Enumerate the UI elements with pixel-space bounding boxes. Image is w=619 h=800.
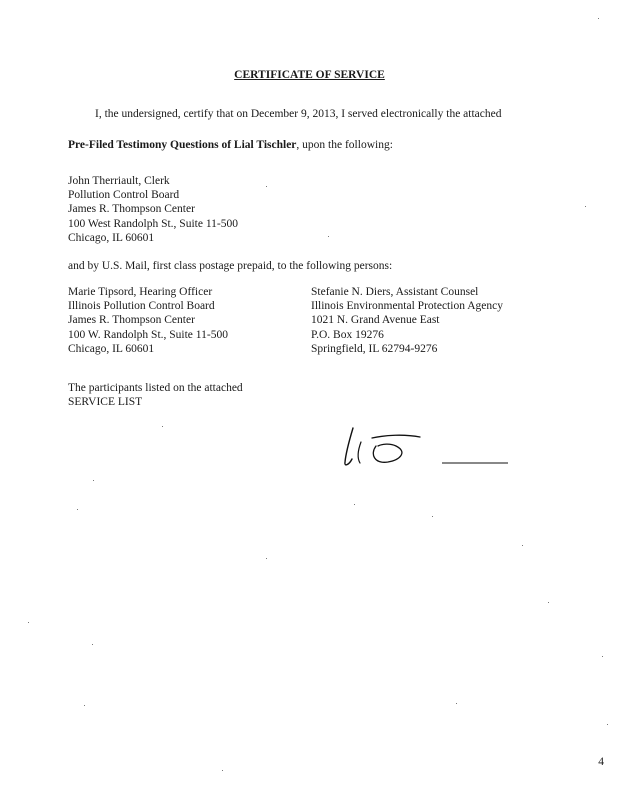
hearing-officer-street: 100 W. Randolph St., Suite 11-500 <box>68 328 228 341</box>
scan-speck <box>162 426 163 427</box>
hearing-officer-organization: Illinois Pollution Control Board <box>68 300 215 313</box>
scan-speck <box>328 236 329 237</box>
certification-statement: I, the undersigned, certify that on December 9, 2013, I served electronically the attached <box>95 108 502 120</box>
hearing-officer-building: James R. Thompson Center <box>68 314 195 327</box>
clerk-organization: Pollution Control Board <box>68 189 180 202</box>
served-document-line <box>68 138 393 152</box>
scan-speck <box>93 480 94 481</box>
counsel-organization: Illinois Environmental Protection Agency <box>311 300 503 313</box>
scan-speck <box>354 504 355 505</box>
participants-line-1: The participants listed on the attached <box>68 382 243 394</box>
scan-speck <box>585 206 586 207</box>
scan-speck <box>266 186 267 187</box>
scan-speck <box>602 656 603 657</box>
scan-speck <box>432 516 433 517</box>
scan-speck <box>607 724 608 725</box>
scan-speck <box>266 558 267 559</box>
page-number: 4 <box>598 756 604 768</box>
counsel-po-box: P.O. Box 19276 <box>311 328 384 341</box>
signature-mark <box>336 422 512 470</box>
scan-speck <box>77 509 78 510</box>
hearing-officer-name: Marie Tipsord, Hearing Officer <box>68 286 213 298</box>
served-document-title: Pre-Filed Testimony Questions of Lial Tischler <box>68 139 297 151</box>
scan-speck <box>84 705 85 706</box>
mail-service-statement: and by U.S. Mail, first class postage prepaid, to the following persons: <box>68 260 393 272</box>
served-document-suffix: , upon the following: <box>296 139 393 151</box>
scan-speck <box>522 545 523 546</box>
scan-speck <box>28 622 29 623</box>
hearing-officer-address-block <box>68 285 228 356</box>
clerk-city: Chicago, IL 60601 <box>68 231 155 244</box>
scan-speck <box>222 770 223 771</box>
counsel-address-block <box>311 285 503 356</box>
counsel-street: 1021 N. Grand Avenue East <box>311 314 440 327</box>
certificate-title: CERTIFICATE OF SERVICE <box>234 69 385 81</box>
scan-speck <box>456 703 457 704</box>
scan-speck <box>548 602 549 603</box>
scan-speck <box>598 18 599 19</box>
clerk-street: 100 West Randolph St., Suite 11-500 <box>68 217 238 230</box>
clerk-name: John Therriault, Clerk <box>68 175 170 187</box>
clerk-building: James R. Thompson Center <box>68 203 195 216</box>
clerk-address-block <box>68 174 238 245</box>
participants-note <box>68 381 243 409</box>
hearing-officer-city: Chicago, IL 60601 <box>68 342 155 355</box>
scan-speck <box>92 644 93 645</box>
counsel-name: Stefanie N. Diers, Assistant Counsel <box>311 286 479 298</box>
participants-line-2: SERVICE LIST <box>68 396 143 409</box>
counsel-city: Springfield, IL 62794-9276 <box>311 342 438 355</box>
